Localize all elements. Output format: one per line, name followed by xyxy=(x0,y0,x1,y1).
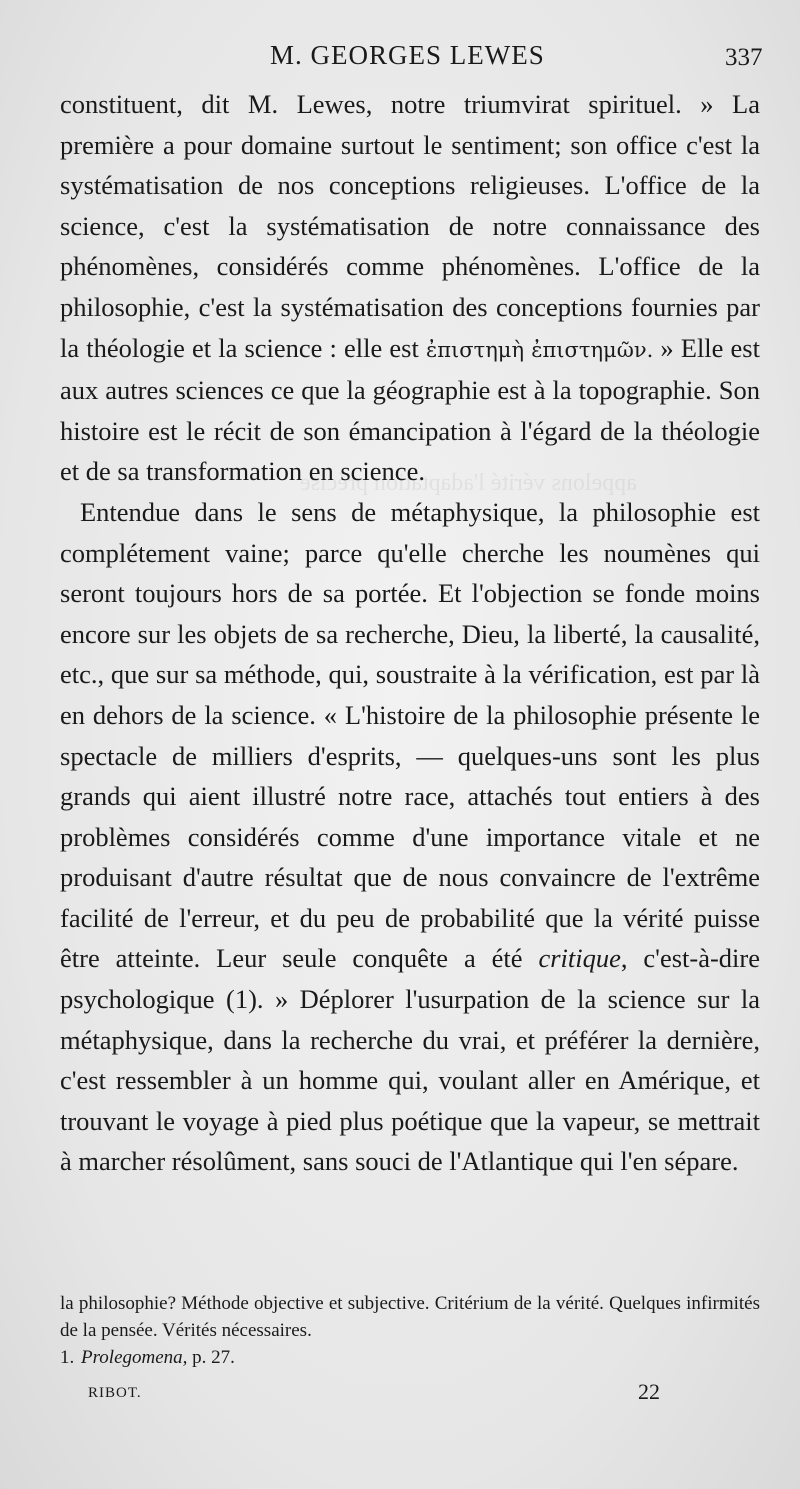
paragraph-2-text-end: , c'est-à-dire psychologique (1). » Déplorer l'usurpation de la science sur la métaphysique, dans la recherche du vrai, et préférer la dernière, c'est ressembler à un homme qui, voulant aller en Amérique, et trouvant le voyage à pied plus poétique que la vapeur, se mettrait à marcher résolûment, sans souci de l'Atlantique qui l'en sépare. xyxy=(60,943,760,1177)
show-through-text: appelons vérité l'adaptation précise xyxy=(300,470,637,496)
footnote-1-number: 1. xyxy=(60,1347,75,1368)
paragraph-1-text: constituent, dit M. Lewes, notre triumvirat spirituel. » La première a pour domaine surtout le sentiment; son office c'est la systématisation de nos conceptions religieuses. L'office de la science, c'est la systématisation de notre connaissance des phénomènes, considérés comme phénomènes. L'office de la philosophie, c'est la systématisation des conceptions fournies par la théologie et la science : elle est xyxy=(60,89,760,363)
italic-critique: critique xyxy=(538,943,621,974)
footnote-continuation: la philosophie? Méthode objective et subjective. Critérium de la vérité. Quelques infirmités de la pensée. Vérités nécessaires. xyxy=(60,1293,760,1341)
body-text xyxy=(60,84,760,1182)
paragraph-2 xyxy=(60,492,760,1182)
paragraph-1 xyxy=(60,84,760,492)
signature-author: RIBOT. xyxy=(88,1385,142,1401)
page-number: 337 xyxy=(725,44,763,71)
footnote-1-page: p. 27. xyxy=(192,1347,235,1368)
page-header xyxy=(0,40,800,80)
greek-phrase: ἐπιστημὴ ἐπιστημῶν. xyxy=(425,337,654,362)
running-head: M. GEORGES LEWES xyxy=(270,40,545,70)
paragraph-1-text-end: » Elle est aux autres sciences ce que la géographie est à la topographie. Son histoire est le récit de son émancipation à l'égard de la théologie et de sa transformation en science. xyxy=(60,332,760,487)
footnotes xyxy=(60,1290,760,1371)
paragraph-2-text: Entendue dans le sens de métaphysique, la philosophie est complétement vaine; parce qu'elle cherche les noumènes qui seront toujours hors de sa portée. Et l'objection se fonde moins encore sur les objets de sa recherche, Dieu, la liberté, la causalité, etc., que sur sa méthode, qui, soustraite à la vérification, est par là en dehors de la science. « L'histoire de la philosophie présente le spectacle de milliers d'esprits, — quelques-uns sont les plus grands qui aient illustré notre race, attachés tout entiers à des problèmes considérés comme d'une importance vitale et ne produisant d'autre résultat que de nous convaincre de l'extrême facilité de l'erreur, et du peu de probabilité que la vérité puisse être atteinte. Leur seule conquête a été xyxy=(60,496,760,974)
signature-number: 22 xyxy=(638,1379,660,1404)
footnote-1 xyxy=(60,1344,760,1371)
footnote-1-title: Prolegomena, xyxy=(81,1347,188,1368)
